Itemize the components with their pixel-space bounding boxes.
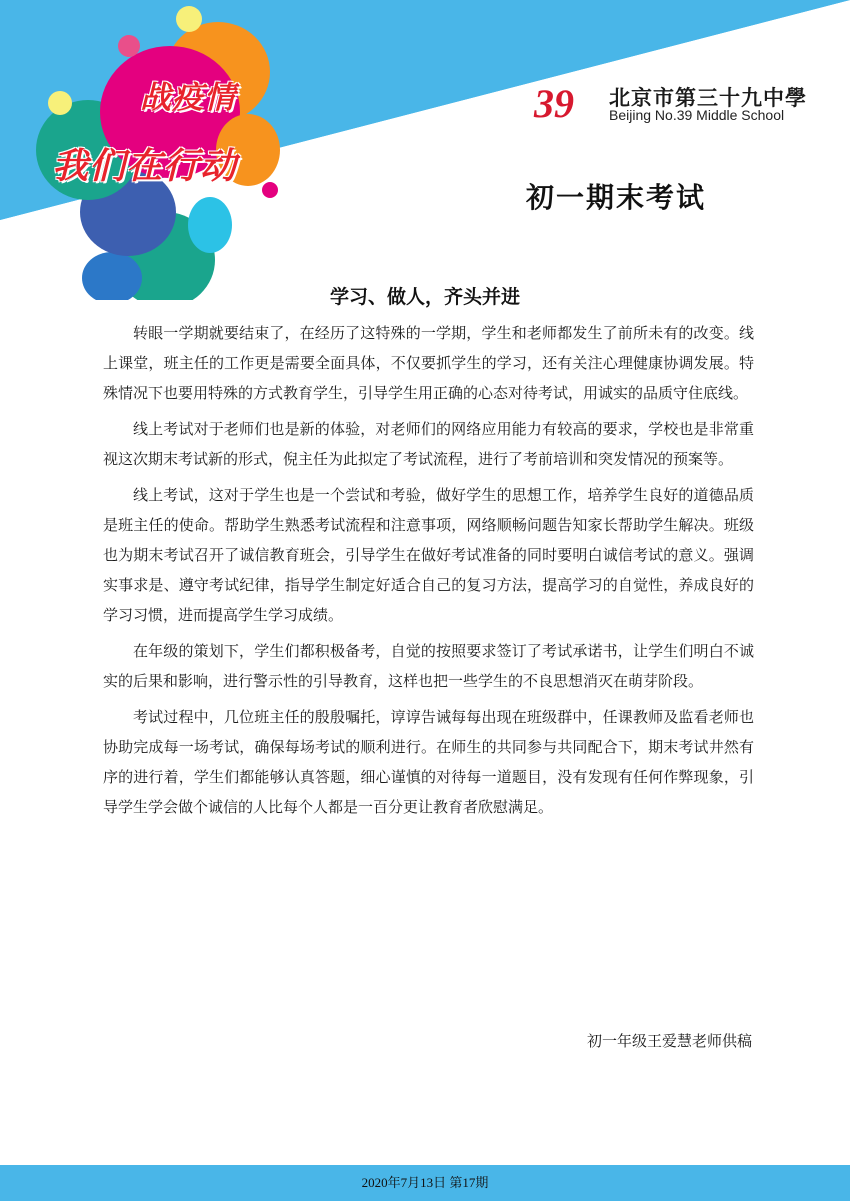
footer-date-issue: 2020年7月13日 第17期 [361,1175,489,1190]
paragraph-2: 线上考试对于老师们也是新的体验，对老师们的网络应用能力有较高的要求，学校也是非常重视这次期末考试新的形式，倪主任为此拟定了考试流程，进行了考前培训和突发情况的预案等。 [103,420,754,468]
logo-mark-39: 39 [534,81,574,126]
article-body [103,318,754,828]
school-name-en: Beijing No.39 Middle School [609,107,785,123]
slogan-line-2: 我们在行动 [52,146,238,187]
slogan-line-1: 战疫情 [140,80,236,116]
dot-pink [118,35,140,57]
dot-yellow-top [176,6,202,32]
school-logo [534,82,834,128]
paragraph-5: 考试过程中，几位班主任的殷殷嘱托，谆谆告诫每每出现在班级群中，任课教师及监看老师也协助完成每一场考试，确保每场考试的顺利进行。在师生的共同参与共同配合下，期末考试井然有序的进行着，学生们都能够认真答题，细心谨慎的对待每一道题目，没有发现有任何作弊现象，引导学生学会做个诚信的人比每个人都是一百分更让教育者欣慰满足。 [103,708,754,816]
dot-yellow-left [48,91,72,115]
paragraph-3: 线上考试，这对于学生也是一个尝试和考验，做好学生的思想工作，培养学生良好的道德品质是班主任的使命。帮助学生熟悉考试流程和注意事项，网络顺畅问题告知家长帮助学生解决。班级也为期末考试召开了诚信教育班会，引导学生在做好考试准备的同时要明白诚信考试的意义。强调实事求是、遵守考试纪律，指导学生制定好适合自己的复习方法，提高学习的自觉性，养成良好的学习习惯，进而提高学生学习成绩。 [103,486,754,624]
footer-bar [0,1165,850,1201]
author-credit: 初一年级王爱慧老师供稿 [586,1032,752,1050]
school-name-cn: 北京市第三十九中學 [609,86,807,110]
paragraph-1: 转眼一学期就要结束了，在经历了这特殊的一学期，学生和老师都发生了前所未有的改变。线上课堂，班主任的工作更是需要全面具体，不仅要抓学生的学习，还有关注心理健康协调发展。特殊情况下也要用特殊的方式教育学生，引导学生用正确的心态对待考试，用诚实的品质守住底线。 [103,324,754,402]
article-title: 学习、做人，齐头并进 [329,286,520,308]
blob-cyan-right [188,197,232,253]
exam-title: 初一期末考试 [526,181,707,214]
paragraph-4: 在年级的策划下，学生们都积极备考，自觉的按照要求签订了考试承诺书，让学生们明白不诚实的后果和影响，进行警示性的引导教育，这样也把一些学生的不良思想消灭在萌芽阶段。 [103,642,754,690]
dot-magenta-small [262,182,278,198]
